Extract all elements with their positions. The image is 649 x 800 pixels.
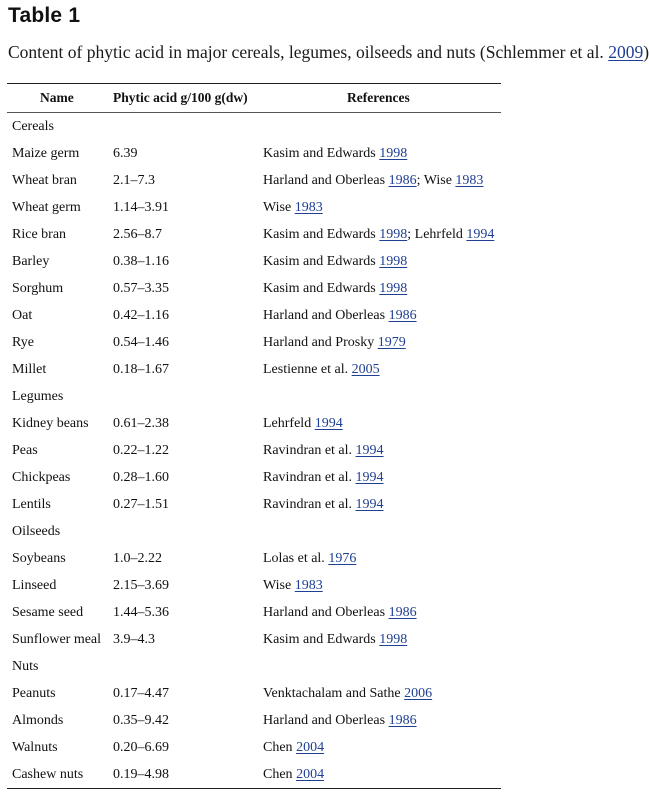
group-row-nuts <box>7 653 501 680</box>
reference-year-link[interactable]: 1994 <box>355 497 384 512</box>
table-header-row <box>7 84 501 112</box>
phytic-acid-value: 0.57–3.35 <box>113 281 169 296</box>
reference-authors: Ravindran et al. <box>263 470 356 485</box>
reference-year-link[interactable]: 1994 <box>355 470 384 485</box>
table-row <box>7 572 501 599</box>
reference-authors: Kasim and Edwards <box>263 254 380 269</box>
food-name: Chickpeas <box>12 470 71 485</box>
food-name: Kidney beans <box>12 416 89 431</box>
references-cell <box>263 437 384 464</box>
reference-year-link[interactable]: 2004 <box>296 740 325 755</box>
phytic-acid-value: 0.35–9.42 <box>113 713 169 728</box>
references-cell <box>263 275 407 302</box>
references-cell <box>263 761 324 788</box>
table-row <box>7 194 501 221</box>
reference-year-link[interactable]: 1998 <box>379 281 408 296</box>
references-cell <box>263 410 343 437</box>
food-name: Peas <box>12 443 38 458</box>
references-cell <box>263 491 384 518</box>
reference-year-link[interactable]: 1986 <box>388 173 417 188</box>
reference-authors: Harland and Oberleas <box>263 605 389 620</box>
phytic-acid-value: 0.27–1.51 <box>113 497 169 512</box>
group-label: Legumes <box>12 389 64 404</box>
phytic-acid-value: 0.19–4.98 <box>113 767 169 782</box>
reference-authors: Harland and Oberleas <box>263 713 389 728</box>
reference-authors: Lolas et al. <box>263 551 329 566</box>
table-title: Table 1 <box>8 4 81 27</box>
food-name: Walnuts <box>12 740 58 755</box>
reference-year-link[interactable]: 1994 <box>355 443 384 458</box>
references-cell <box>263 248 407 275</box>
phytic-acid-value: 1.44–5.36 <box>113 605 169 620</box>
group-row-legumes <box>7 383 501 410</box>
group-label: Nuts <box>12 659 39 674</box>
phytic-acid-value: 2.56–8.7 <box>113 227 162 242</box>
references-cell <box>263 626 407 653</box>
phytic-acid-value: 0.20–6.69 <box>113 740 169 755</box>
food-name: Peanuts <box>12 686 56 701</box>
phytic-acid-table <box>7 83 501 789</box>
phytic-acid-value: 0.38–1.16 <box>113 254 169 269</box>
table-caption <box>8 42 649 63</box>
group-label: Cereals <box>12 119 54 134</box>
table-row <box>7 491 501 518</box>
table-row <box>7 680 501 707</box>
reference-year-link[interactable]: 1998 <box>379 227 408 242</box>
references-cell <box>263 545 356 572</box>
food-name: Maize germ <box>12 146 80 161</box>
references-cell <box>263 329 406 356</box>
phytic-acid-value: 0.18–1.67 <box>113 362 169 377</box>
table-bottom-rule <box>7 788 501 789</box>
references-cell <box>263 707 417 734</box>
reference-year-link[interactable]: 1994 <box>466 227 495 242</box>
references-cell <box>263 599 417 626</box>
references-cell <box>263 167 483 194</box>
table-row <box>7 329 501 356</box>
references-cell <box>263 194 323 221</box>
reference-year-link[interactable]: 1998 <box>379 146 408 161</box>
phytic-acid-value: 0.42–1.16 <box>113 308 169 323</box>
references-cell <box>263 734 324 761</box>
food-name: Oat <box>12 308 33 323</box>
table-row <box>7 221 501 248</box>
reference-year-link[interactable]: 2006 <box>404 686 433 701</box>
reference-year-link[interactable]: 1983 <box>294 200 323 215</box>
table-row <box>7 761 501 788</box>
reference-authors: Venktachalam and Sathe <box>263 686 405 701</box>
phytic-acid-value: 0.61–2.38 <box>113 416 169 431</box>
table-row <box>7 248 501 275</box>
table-body <box>7 113 501 788</box>
reference-year-link[interactable]: 2005 <box>351 362 380 377</box>
reference-authors: Ravindran et al. <box>263 443 356 458</box>
reference-authors: Lestienne et al. <box>263 362 352 377</box>
food-name: Millet <box>12 362 47 377</box>
references-cell <box>263 140 407 167</box>
reference-authors: Harland and Prosky <box>263 335 378 350</box>
caption-text: Content of phytic acid in major cereals, legumes, oilseeds and nuts (Schlemmer et al. <box>8 42 609 62</box>
reference-authors: Kasim and Edwards <box>263 632 380 647</box>
reference-authors: Harland and Oberleas <box>263 308 389 323</box>
reference-year-link[interactable]: 1998 <box>379 632 408 647</box>
table-row <box>7 707 501 734</box>
reference-year-link[interactable]: 1994 <box>314 416 343 431</box>
header-references: References <box>347 90 410 105</box>
reference-year-link[interactable]: 1998 <box>379 254 408 269</box>
food-name: Sorghum <box>12 281 64 296</box>
table-row <box>7 626 501 653</box>
food-name: Rice bran <box>12 227 67 242</box>
reference-authors: ; Lehrfeld <box>407 227 467 242</box>
food-name: Sesame seed <box>12 605 84 620</box>
reference-year-link[interactable]: 1976 <box>328 551 357 566</box>
references-cell <box>263 356 380 383</box>
table-row <box>7 410 501 437</box>
caption-close: ) <box>643 42 649 62</box>
phytic-acid-value: 0.28–1.60 <box>113 470 169 485</box>
caption-citation-link[interactable]: 2009 <box>608 42 644 62</box>
table-row <box>7 599 501 626</box>
phytic-acid-value: 1.0–2.22 <box>113 551 162 566</box>
phytic-acid-value: 2.15–3.69 <box>113 578 169 593</box>
phytic-acid-value: 1.14–3.91 <box>113 200 169 215</box>
reference-authors: Lehrfeld <box>263 416 315 431</box>
reference-authors: Ravindran et al. <box>263 497 356 512</box>
group-row-cereals <box>7 113 501 140</box>
reference-authors: Chen <box>263 740 297 755</box>
reference-year-link[interactable]: 1986 <box>388 713 417 728</box>
food-name: Linseed <box>12 578 57 593</box>
phytic-acid-value: 0.54–1.46 <box>113 335 169 350</box>
phytic-acid-value: 2.1–7.3 <box>113 173 155 188</box>
food-name: Rye <box>12 335 34 350</box>
table-row <box>7 356 501 383</box>
phytic-acid-value: 6.39 <box>113 146 138 161</box>
references-cell <box>263 221 494 248</box>
food-name: Wheat germ <box>12 200 81 215</box>
references-cell <box>263 302 417 329</box>
table-row <box>7 302 501 329</box>
reference-year-link[interactable]: 2004 <box>296 767 325 782</box>
references-cell <box>263 464 384 491</box>
reference-authors: Kasim and Edwards <box>263 227 380 242</box>
reference-authors: Wise <box>263 200 295 215</box>
food-name: Lentils <box>12 497 51 512</box>
reference-year-link[interactable]: 1983 <box>455 173 484 188</box>
header-phytic-acid: Phytic acid g/100 g(dw) <box>113 90 248 105</box>
table-row <box>7 437 501 464</box>
references-cell <box>263 680 432 707</box>
table-row <box>7 464 501 491</box>
food-name: Soybeans <box>12 551 66 566</box>
reference-year-link[interactable]: 1983 <box>294 578 323 593</box>
reference-year-link[interactable]: 1986 <box>388 605 417 620</box>
group-row-oilseeds <box>7 518 501 545</box>
table-row <box>7 167 501 194</box>
table-row <box>7 275 501 302</box>
reference-year-link[interactable]: 1986 <box>388 308 417 323</box>
table-row <box>7 140 501 167</box>
reference-authors: Kasim and Edwards <box>263 146 380 161</box>
food-name: Sunflower meal <box>12 632 102 647</box>
phytic-acid-value: 0.22–1.22 <box>113 443 169 458</box>
food-name: Cashew nuts <box>12 767 84 782</box>
header-name: Name <box>40 90 74 105</box>
phytic-acid-value: 0.17–4.47 <box>113 686 169 701</box>
food-name: Wheat bran <box>12 173 77 188</box>
table-row <box>7 734 501 761</box>
reference-authors: ; Wise <box>416 173 456 188</box>
food-name: Almonds <box>12 713 64 728</box>
references-cell <box>263 572 323 599</box>
table-row <box>7 545 501 572</box>
reference-authors: Chen <box>263 767 297 782</box>
group-label: Oilseeds <box>12 524 61 539</box>
food-name: Barley <box>12 254 50 269</box>
phytic-acid-value: 3.9–4.3 <box>113 632 155 647</box>
reference-authors: Wise <box>263 578 295 593</box>
reference-authors: Harland and Oberleas <box>263 173 389 188</box>
reference-year-link[interactable]: 1979 <box>377 335 406 350</box>
reference-authors: Kasim and Edwards <box>263 281 380 296</box>
